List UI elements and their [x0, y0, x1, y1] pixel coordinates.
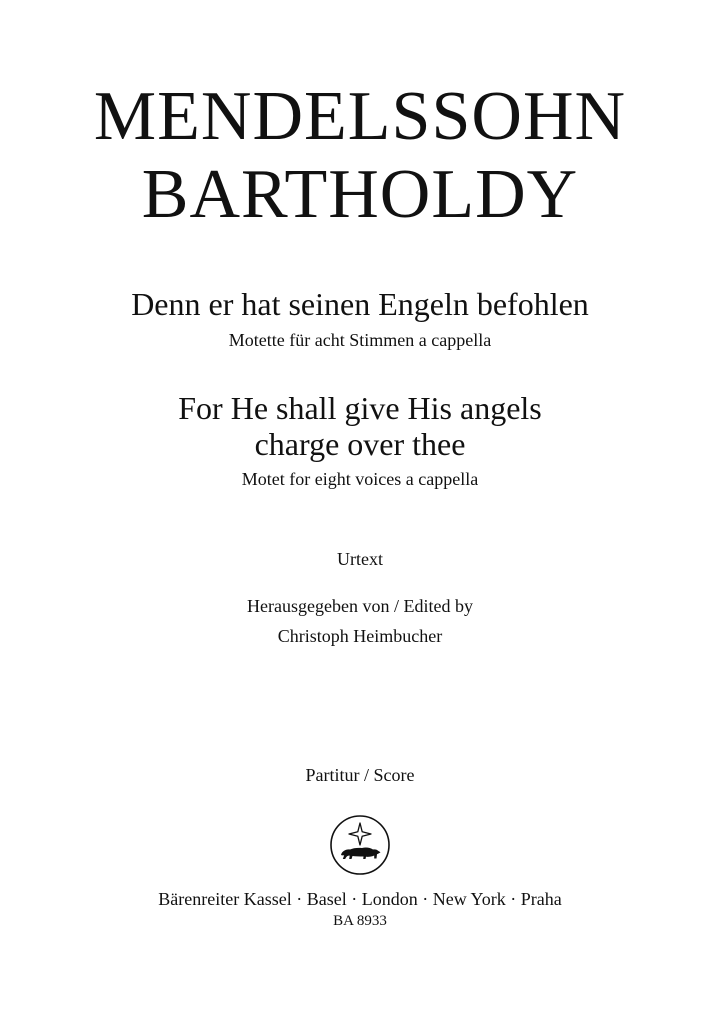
composer-name-line-2: BARTHOLDY — [141, 156, 579, 233]
catalog-number: BA 8933 — [333, 913, 387, 929]
editor-label: Herausgegeben von / Edited by — [247, 596, 473, 616]
baerenreiter-bear-star-logo-icon — [329, 814, 391, 876]
work-subtitle-english: Motet for eight voices a cappella — [241, 469, 479, 489]
editor-name: Christoph Heimbucher — [277, 626, 443, 646]
work-title-english-line-2: charge over thee — [254, 426, 466, 462]
composer-name-line-1: MENDELSSOHN — [93, 78, 627, 155]
work-title-english-line-1: For He shall give His angels — [178, 390, 542, 426]
edition-type: Urtext — [337, 549, 383, 569]
work-subtitle-german: Motette für acht Stimmen a cappella — [228, 330, 492, 350]
publisher-cities: Bärenreiter Kassel · Basel · London · New York · Praha — [158, 889, 562, 909]
work-title-german: Denn er hat seinen Engeln befohlen — [131, 286, 589, 322]
score-type-label: Partitur / Score — [305, 765, 415, 785]
